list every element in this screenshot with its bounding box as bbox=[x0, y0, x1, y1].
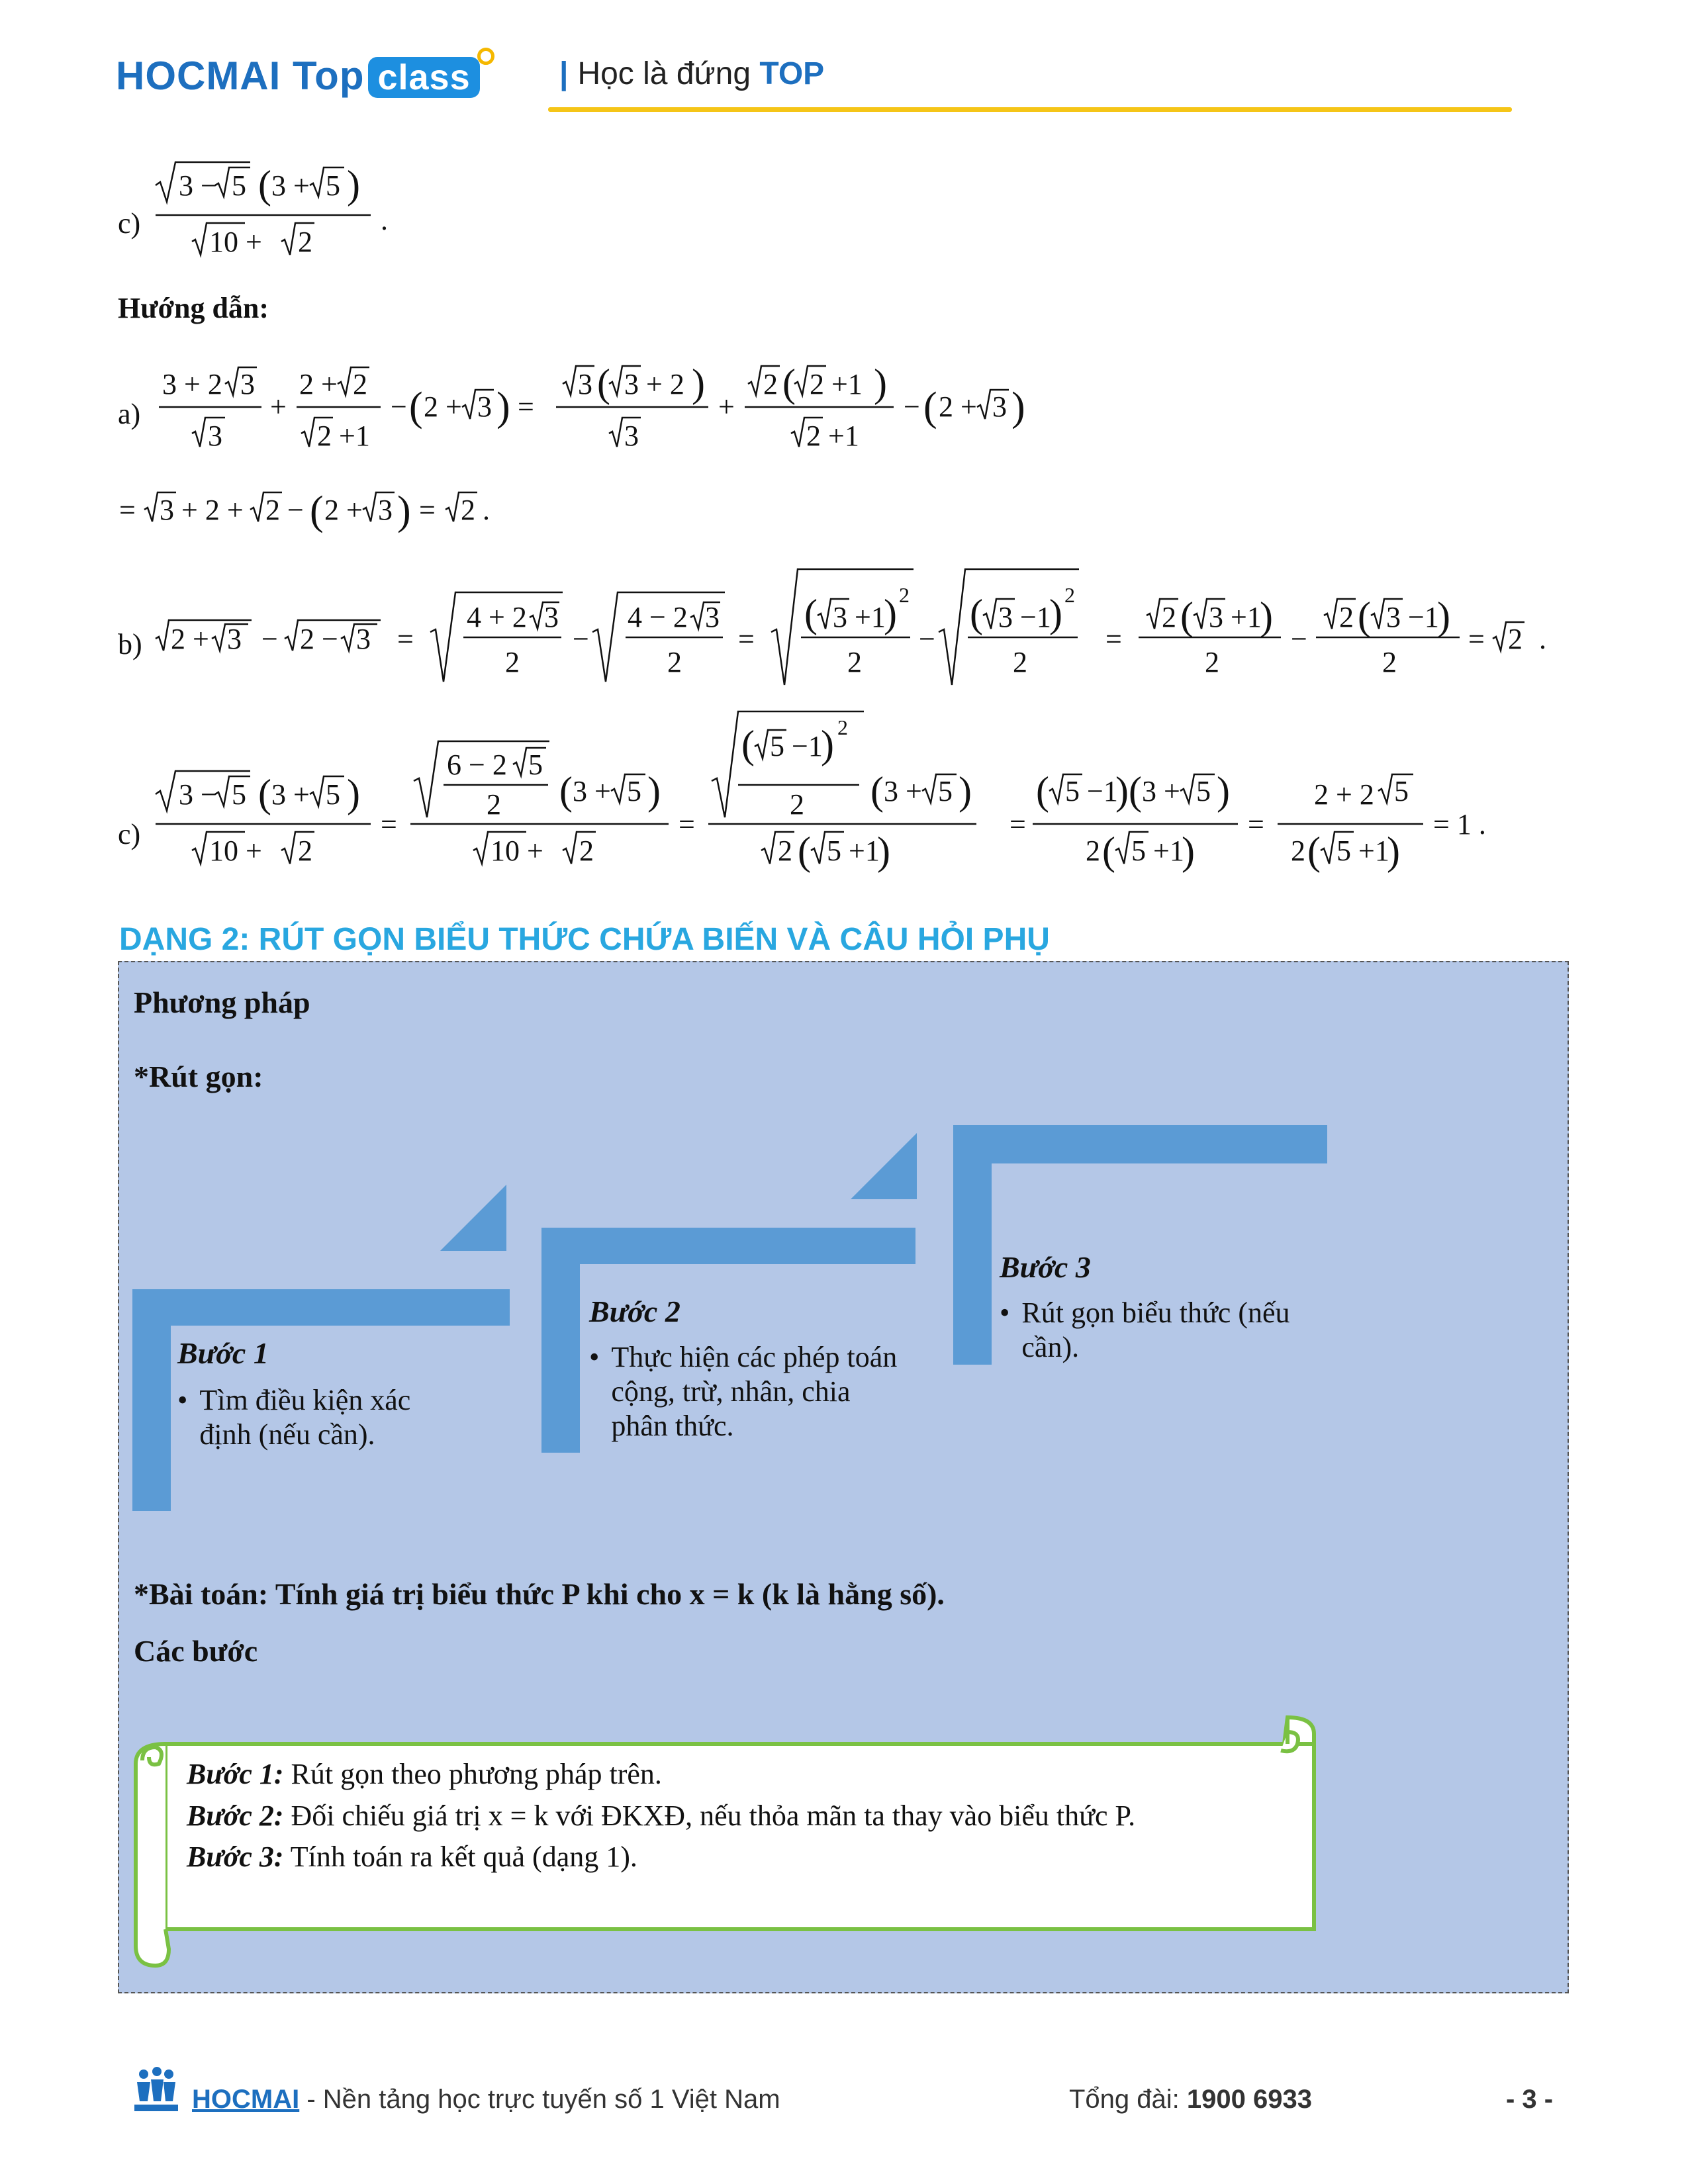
footer-brand-link[interactable]: HOCMAI bbox=[192, 2085, 300, 2114]
scroll-line-2-label: Bước 2: bbox=[187, 1799, 284, 1832]
sun-icon bbox=[477, 48, 494, 65]
scroll-line-3-text: Tính toán ra kết quả (dạng 1). bbox=[283, 1841, 637, 1873]
svg-text:5 −1: 5 −1 bbox=[1065, 775, 1118, 807]
svg-text:5 −1: 5 −1 bbox=[770, 730, 823, 762]
svg-text:10 +: 10 + bbox=[491, 835, 543, 867]
section-title: DẠNG 2: RÚT GỌN BIỂU THỨC CHỨA BIẾN VÀ CÂU HỎI PHỤ bbox=[119, 922, 1050, 957]
svg-text:3: 3 bbox=[624, 420, 639, 452]
svg-text:=: = bbox=[1248, 808, 1264, 841]
svg-text:): ) bbox=[397, 488, 411, 533]
svg-text:5 +1: 5 +1 bbox=[1336, 835, 1389, 867]
svg-text:−: − bbox=[1291, 623, 1307, 655]
svg-text:4 + 2: 4 + 2 bbox=[467, 601, 527, 633]
step1-item bbox=[177, 1383, 469, 1452]
hotline-number: 1900 6933 bbox=[1186, 2085, 1312, 2114]
step1-desc: Tìm điều kiện xác định (nếu cần). bbox=[199, 1384, 411, 1451]
svg-text:5: 5 bbox=[938, 775, 953, 807]
svg-text:−: − bbox=[904, 390, 920, 423]
svg-text:3: 3 bbox=[992, 390, 1007, 423]
svg-text:2 −: 2 − bbox=[300, 623, 338, 655]
scroll-line-1 bbox=[187, 1757, 662, 1791]
svg-text:3 +1: 3 +1 bbox=[1209, 601, 1262, 633]
solution-c-line bbox=[152, 708, 1509, 900]
svg-text:): ) bbox=[692, 361, 705, 405]
slogan-bar-icon: | bbox=[559, 56, 569, 91]
svg-text:5: 5 bbox=[232, 169, 246, 202]
svg-text:5: 5 bbox=[326, 778, 340, 811]
svg-text:.: . bbox=[381, 204, 388, 236]
svg-text:6 − 2: 6 − 2 bbox=[447, 749, 507, 781]
footer-hotline bbox=[1069, 2085, 1312, 2115]
svg-text:5: 5 bbox=[232, 778, 246, 811]
logo-class-pill: class bbox=[368, 57, 479, 98]
svg-text:(: ( bbox=[258, 772, 271, 815]
svg-text:3: 3 bbox=[227, 623, 242, 655]
svg-text:2: 2 bbox=[778, 835, 792, 867]
svg-text:2: 2 bbox=[1064, 583, 1075, 607]
svg-text:(: ( bbox=[1102, 829, 1115, 873]
problem-heading: *Bài toán: Tính giá trị biểu thức P khi cho x = k (k là hằng số). bbox=[134, 1577, 945, 1611]
svg-text:): ) bbox=[1217, 769, 1230, 813]
svg-text:): ) bbox=[959, 769, 972, 813]
svg-text:2 +: 2 + bbox=[424, 390, 462, 423]
svg-text:5: 5 bbox=[326, 169, 340, 202]
svg-text:2: 2 bbox=[1205, 646, 1219, 678]
svg-text:(: ( bbox=[310, 488, 324, 533]
svg-text:3 +: 3 + bbox=[271, 169, 310, 202]
step1-title: Bước 1 bbox=[177, 1336, 269, 1370]
svg-text:2: 2 bbox=[1382, 646, 1397, 678]
svg-text:2: 2 bbox=[1162, 601, 1176, 633]
svg-text:(: ( bbox=[923, 385, 937, 430]
step2-desc: Thực hiện các phép toán cộng, trừ, nhân, chia phân thức. bbox=[611, 1341, 898, 1442]
svg-text:=: = bbox=[679, 808, 695, 841]
guide-title: Hướng dẫn: bbox=[118, 292, 269, 324]
svg-text:(: ( bbox=[1180, 594, 1194, 638]
svg-text:2: 2 bbox=[667, 646, 682, 678]
svg-text:2: 2 bbox=[1339, 601, 1354, 633]
svg-text:=: = bbox=[1468, 623, 1485, 655]
svg-text:2: 2 bbox=[487, 788, 501, 821]
svg-text:): ) bbox=[1437, 594, 1450, 638]
svg-text:): ) bbox=[1049, 592, 1062, 635]
svg-text:(: ( bbox=[258, 163, 271, 206]
steps-heading: Các bước bbox=[134, 1634, 258, 1668]
svg-text:3 +: 3 + bbox=[1142, 775, 1180, 807]
step1-bullet: • bbox=[177, 1384, 188, 1416]
svg-text:+: + bbox=[270, 390, 287, 423]
svg-text:−: − bbox=[573, 623, 589, 655]
svg-text:2 +: 2 + bbox=[299, 368, 338, 400]
svg-text:2: 2 bbox=[899, 583, 910, 607]
step3-title: Bước 3 bbox=[1000, 1250, 1091, 1284]
svg-text:2 +1: 2 +1 bbox=[806, 420, 859, 452]
svg-text:10 +: 10 + bbox=[209, 226, 262, 258]
svg-text:=: = bbox=[119, 494, 136, 526]
header-divider bbox=[548, 107, 1512, 112]
slogan-prefix: Học là đứng bbox=[577, 56, 760, 91]
svg-text:2: 2 bbox=[298, 835, 312, 867]
hocmai-footer-logo-icon bbox=[129, 2065, 182, 2118]
simplify-heading: *Rút gọn: bbox=[134, 1060, 263, 1093]
step1-corner-triangle bbox=[440, 1185, 506, 1251]
solution-b-line bbox=[152, 566, 1575, 698]
svg-text:+: + bbox=[718, 390, 735, 423]
svg-text:): ) bbox=[347, 163, 360, 206]
svg-text:=: = bbox=[419, 494, 436, 526]
svg-text:2 +: 2 + bbox=[171, 623, 209, 655]
svg-text:2: 2 bbox=[837, 715, 848, 739]
svg-text:(: ( bbox=[741, 723, 755, 766]
svg-text:−: − bbox=[261, 623, 278, 655]
step1-side-bar bbox=[132, 1289, 171, 1511]
svg-text:2: 2 bbox=[579, 835, 594, 867]
svg-text:(: ( bbox=[1307, 829, 1321, 873]
svg-text:2: 2 bbox=[763, 368, 778, 400]
svg-text:(: ( bbox=[1036, 769, 1049, 813]
svg-text:3 +: 3 + bbox=[271, 778, 310, 811]
svg-text:3 −1: 3 −1 bbox=[1386, 601, 1439, 633]
step2-side-bar bbox=[541, 1228, 580, 1453]
scroll-line-3 bbox=[187, 1840, 637, 1874]
step3-bullet: • bbox=[1000, 1297, 1010, 1329]
svg-text:= 1 .: = 1 . bbox=[1433, 808, 1486, 841]
slogan-highlight: TOP bbox=[759, 56, 825, 91]
solution-a-label: a) bbox=[118, 398, 141, 430]
svg-text:): ) bbox=[1115, 769, 1129, 813]
solution-a-line1 bbox=[152, 347, 1079, 467]
step2-corner-triangle bbox=[851, 1133, 917, 1199]
svg-text:2 .: 2 . bbox=[461, 494, 490, 526]
svg-text:2 +1: 2 +1 bbox=[810, 368, 863, 400]
svg-text:3: 3 bbox=[477, 390, 492, 423]
svg-text:−: − bbox=[919, 623, 935, 655]
svg-text:4 − 2: 4 − 2 bbox=[628, 601, 688, 633]
svg-text:): ) bbox=[1260, 594, 1273, 638]
step2-item bbox=[589, 1340, 900, 1443]
svg-text:3: 3 bbox=[378, 494, 393, 526]
hocmai-topclass-logo bbox=[116, 53, 480, 99]
step3-item bbox=[1000, 1296, 1297, 1365]
svg-text:): ) bbox=[884, 592, 897, 635]
hotline-label: Tổng đài: bbox=[1069, 2085, 1187, 2114]
svg-text:3 +1: 3 +1 bbox=[833, 601, 886, 633]
svg-text:3 −1: 3 −1 bbox=[998, 601, 1051, 633]
svg-text:(: ( bbox=[1129, 769, 1142, 813]
svg-text:(: ( bbox=[798, 829, 811, 873]
svg-text:3: 3 bbox=[208, 420, 222, 452]
svg-text:3 −: 3 − bbox=[179, 169, 217, 202]
svg-text:10 +: 10 + bbox=[209, 835, 262, 867]
svg-text:2: 2 bbox=[790, 788, 804, 821]
svg-text:): ) bbox=[821, 723, 834, 766]
svg-text:(: ( bbox=[409, 385, 423, 430]
header-slogan bbox=[559, 56, 824, 92]
svg-text:(: ( bbox=[804, 592, 818, 635]
svg-text:2 −: 2 − bbox=[265, 494, 304, 526]
svg-text:2: 2 bbox=[1508, 623, 1523, 655]
svg-text:): ) bbox=[1387, 829, 1400, 873]
svg-text:=: = bbox=[1009, 808, 1026, 841]
svg-text:): ) bbox=[1011, 385, 1025, 430]
svg-text:=: = bbox=[738, 623, 755, 655]
svg-text:3: 3 bbox=[544, 601, 559, 633]
svg-text:=: = bbox=[518, 390, 534, 423]
problem-c-label: c) bbox=[118, 207, 141, 240]
svg-text:2 +: 2 + bbox=[324, 494, 363, 526]
scroll-line-2 bbox=[187, 1799, 1135, 1833]
scroll-line-1-text: Rút gọn theo phương pháp trên. bbox=[283, 1758, 662, 1790]
step2-title: Bước 2 bbox=[589, 1295, 680, 1328]
svg-text:3 +: 3 + bbox=[573, 775, 611, 807]
step2-bullet: • bbox=[589, 1341, 600, 1373]
solution-b-label: b) bbox=[118, 628, 142, 660]
svg-text:(: ( bbox=[1358, 594, 1371, 638]
step3-top-bar bbox=[953, 1125, 1327, 1163]
logo-brand-text: HOCMAI Top bbox=[116, 54, 365, 98]
svg-text:(: ( bbox=[782, 361, 796, 405]
problem-c-formula bbox=[152, 156, 417, 271]
solution-a-line2 bbox=[118, 483, 548, 536]
step3-side-bar bbox=[953, 1125, 992, 1365]
svg-text:=: = bbox=[397, 623, 414, 655]
svg-text:3 + 2: 3 + 2 bbox=[162, 368, 222, 400]
scroll-line-1-label: Bước 1: bbox=[187, 1758, 284, 1790]
svg-text:(: ( bbox=[870, 769, 884, 813]
svg-text:): ) bbox=[496, 385, 510, 430]
scroll-line-2-text: Đối chiếu giá trị x = k với ĐKXĐ, nếu thỏa mãn ta thay vào biểu thức P. bbox=[283, 1799, 1136, 1832]
scroll-line-3-label: Bước 3: bbox=[187, 1841, 284, 1873]
svg-text:5 +1: 5 +1 bbox=[1131, 835, 1184, 867]
svg-text:2 + 2: 2 + 2 bbox=[1314, 778, 1374, 811]
step2-top-bar bbox=[541, 1228, 915, 1264]
svg-text:(: ( bbox=[970, 592, 983, 635]
svg-text:.: . bbox=[1539, 623, 1546, 655]
svg-text:2: 2 bbox=[298, 226, 312, 258]
svg-text:5 +1: 5 +1 bbox=[827, 835, 880, 867]
step3-desc: Rút gọn biểu thức (nếu cần). bbox=[1021, 1297, 1290, 1363]
svg-text:=: = bbox=[1105, 623, 1122, 655]
svg-text:3 +: 3 + bbox=[884, 775, 922, 807]
svg-text:3: 3 bbox=[240, 368, 255, 400]
solution-c-label: c) bbox=[118, 818, 141, 850]
svg-text:2 +: 2 + bbox=[939, 390, 977, 423]
svg-text:): ) bbox=[647, 769, 661, 813]
svg-text:2: 2 bbox=[1086, 835, 1100, 867]
method-heading: Phương pháp bbox=[134, 985, 310, 1019]
svg-text:5: 5 bbox=[528, 749, 543, 781]
footer-tagline bbox=[192, 2085, 780, 2115]
footer-tagline-text: - Nền tảng học trực tuyến số 1 Việt Nam bbox=[299, 2085, 780, 2114]
svg-text:3: 3 bbox=[578, 368, 592, 400]
svg-text:3 + 2 +: 3 + 2 + bbox=[160, 494, 244, 526]
svg-text:3 + 2: 3 + 2 bbox=[624, 368, 684, 400]
step1-top-bar bbox=[132, 1289, 510, 1326]
svg-text:(: ( bbox=[597, 361, 610, 405]
svg-text:5: 5 bbox=[627, 775, 641, 807]
svg-text:2 +1: 2 +1 bbox=[317, 420, 370, 452]
svg-text:3 −: 3 − bbox=[179, 778, 217, 811]
svg-text:): ) bbox=[874, 361, 887, 405]
svg-text:2: 2 bbox=[847, 646, 862, 678]
svg-text:5: 5 bbox=[1394, 775, 1409, 807]
svg-text:(: ( bbox=[559, 769, 573, 813]
page-number: - 3 - bbox=[1506, 2085, 1554, 2114]
svg-text:2: 2 bbox=[1013, 646, 1027, 678]
svg-text:): ) bbox=[1182, 829, 1195, 873]
svg-text:3: 3 bbox=[356, 623, 371, 655]
svg-text:): ) bbox=[347, 772, 360, 815]
svg-text:=: = bbox=[381, 808, 397, 841]
svg-text:2: 2 bbox=[353, 368, 367, 400]
svg-text:2: 2 bbox=[1291, 835, 1305, 867]
svg-text:3: 3 bbox=[705, 601, 720, 633]
svg-text:): ) bbox=[877, 829, 890, 873]
svg-text:5: 5 bbox=[1196, 775, 1211, 807]
svg-text:−: − bbox=[391, 390, 407, 423]
svg-text:2: 2 bbox=[505, 646, 520, 678]
